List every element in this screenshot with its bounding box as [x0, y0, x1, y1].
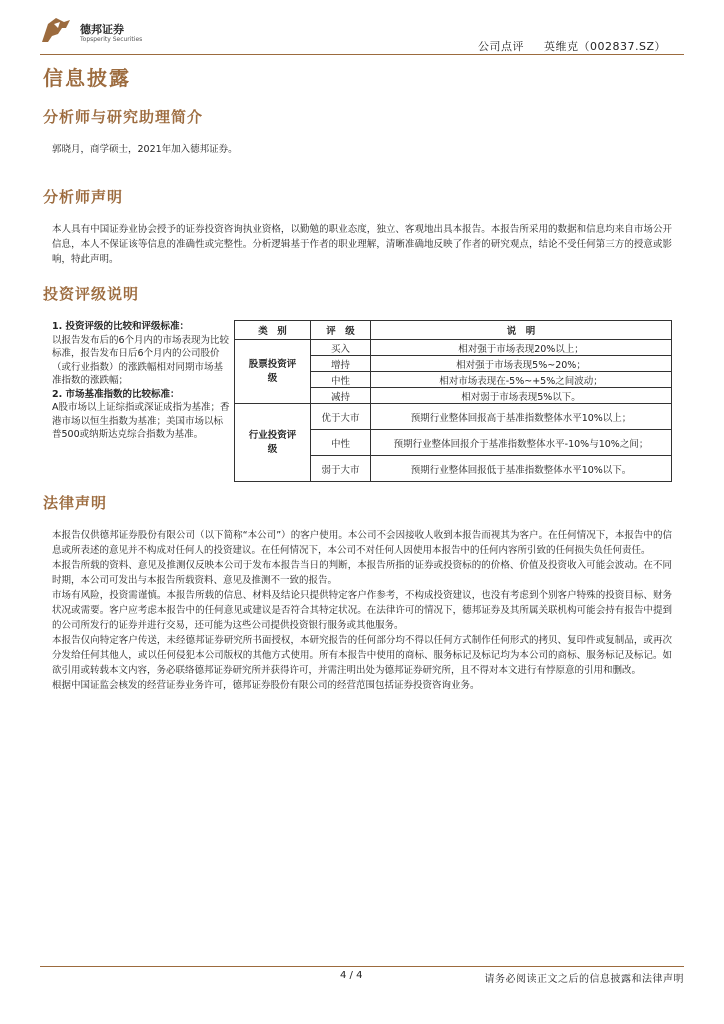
section-title-analyst-statement: 分析师声明 [43, 188, 124, 206]
section-title-legal: 法律声明 [43, 494, 108, 512]
category-line: 股票投资评 [248, 358, 297, 370]
rating-criteria-text-2: A股市场以上证综指或深证成指为基准；香港市场以恒生指数为基准；美国市场以标普500或纳斯达克综合指数为基准。 [52, 402, 230, 440]
table-cell-description: 相对市场表现在-5%~+5%之间波动； [371, 372, 672, 388]
report-type: 公司点评 [477, 40, 524, 53]
category-line: 级 [267, 443, 278, 455]
table-row [235, 404, 672, 430]
table-cell-description: 相对强于市场表现20%以上； [371, 340, 672, 356]
table-cell-rating: 增持 [311, 356, 371, 372]
table-cell-description: 相对强于市场表现5%~20%； [371, 356, 672, 372]
company-logo-icon [40, 16, 72, 44]
table-header-rating: 评 级 [311, 321, 371, 340]
table-row [235, 340, 672, 356]
table-cell-description: 预期行业整体回报高于基准指数整体水平10%以上； [371, 404, 672, 430]
table-cell-description: 预期行业整体回报低于基准指数整体水平10%以下。 [371, 456, 672, 482]
section-title-rating: 投资评级说明 [43, 285, 140, 303]
table-cell-rating: 中性 [311, 430, 371, 456]
table-cell-rating: 减持 [311, 388, 371, 404]
table-cell-description: 预期行业整体回报介于基准指数整体水平-10%与10%之间； [371, 430, 672, 456]
table-cell-description: 相对弱于市场表现5%以下。 [371, 388, 672, 404]
analyst-intro-text: 郭晓月，商学硕士，2021年加入德邦证券。 [52, 144, 238, 155]
page-header [40, 14, 684, 54]
company-ticker: 英维克（002837.SZ） [543, 40, 666, 53]
table-header-category: 类 别 [235, 321, 311, 340]
legal-text: 本报告仅供德邦证券股份有限公司（以下简称“本公司”）的客户使用。本公司不会因接收人收到本报告而视其为客户。在任何情况下，本报告中的信息或所表述的意见并不构成对任何人的投资建议。在任何情况下，本公司不对任何人因使用本报告中的任何内容所引致的任何损失负任何责任。 本报告所载的资料、意见及推测仅反映本公司于发布本报告当日的判断，本报告所指的证券或投资标的的价格、价值及投资收入可能会波动。在不同时期，本公司可发出与本报告所载资料、意见及推测不一致的报告。 市场有风险，投资需谨慎。本报告所载的信息、材料及结论只提供特定客户作参考，不构成投资建议，也没有考虑到个别客户特殊的投资目标、财务状况或需要。客户应考虑本报告中的任何意见或建议是否符合其特定状况。在法律许可的情况下，德邦证券及其所属关联机构可能会持有报告中提到的公司所发行的证券并进行交易，还可能为这些公司提供投资银行服务或其他服务。 本报告仅向特定客户传送，未经德邦证券研究所书面授权，本研究报告的任何部分均不得以任何方式制作任何形式的拷贝、复印件或复制品，或再次分发给任何其他人，或以任何侵犯本公司版权的其他方式使用。所有本报告中使用的商标、服务标记及标记均为本公司的商标、服务标记及标记。如欲引用或转载本文内容，务必联络德邦证券研究所并获得许可，并需注明出处为德邦证券研究所，且不得对本文进行有悖原意的引用和删改。 根据中国证监会核发的经营证券业务许可，德邦证券股份有限公司的经营范围包括证券投资咨询业务。 [52, 530, 672, 691]
table-category-industry [235, 404, 311, 482]
table-cell-rating: 中性 [311, 372, 371, 388]
footer-divider [40, 966, 684, 967]
page-title: 信息披露 [43, 66, 131, 90]
table-cell-rating: 优于大市 [311, 404, 371, 430]
rating-criteria-heading-2: 2. 市场基准指数的比较标准： [52, 388, 180, 400]
rating-criteria-heading-1: 1. 投资评级的比较和评级标准： [52, 321, 190, 332]
header-divider [40, 54, 684, 55]
analyst-statement-text: 本人具有中国证券业协会授予的证券投资咨询执业资格，以勤勉的职业态度，独立、客观地出具本报告。本报告所采用的数据和信息均来自市场公开信息，本人不保证该等信息的准确性或完整性。分析逻辑基于作者的职业理解，清晰准确地反映了作者的研究观点，结论不受任何第三方的授意或影响，特此声明。 [52, 224, 672, 265]
table-header-description: 说 明 [371, 321, 672, 340]
page-number: 4 / 4 [340, 970, 363, 981]
table-header-row [235, 321, 672, 340]
footer-note: 请务必阅读正文之后的信息披露和法律声明 [484, 974, 684, 985]
category-line: 级 [267, 372, 278, 384]
brand-name-en: Topsperity Securities [80, 36, 143, 43]
rating-criteria [52, 320, 232, 442]
report-meta [478, 38, 666, 54]
rating-table [234, 320, 672, 482]
table-category-stock [235, 340, 311, 404]
brand-name: 德邦证券 [80, 23, 124, 36]
section-title-analyst-intro: 分析师与研究助理简介 [43, 108, 204, 126]
rating-criteria-text-1: 以报告发布后的6个月内的市场表现为比较标准，报告发布日后6个月内的公司股价（或行业指数）的涨跌幅相对同期市场基准指数的涨跌幅； [52, 334, 230, 386]
table-cell-rating: 弱于大市 [311, 456, 371, 482]
table-cell-rating: 买入 [311, 340, 371, 356]
category-line: 行业投资评 [248, 429, 297, 441]
